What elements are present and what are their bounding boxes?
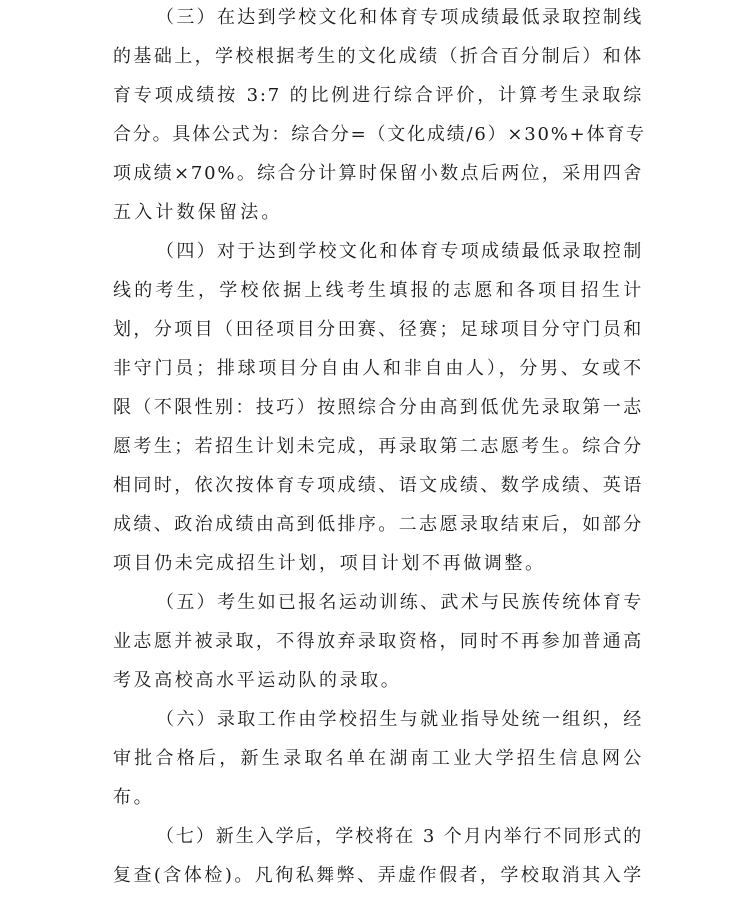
text-line: 布。	[113, 787, 155, 808]
text-line: 考及高校高水平运动队的录取。	[113, 670, 402, 691]
text-line: 相同时，依次按体育专项成绩、语文成绩、数学成绩、英语	[113, 475, 643, 496]
text-line: 的基础上，学校根据考生的文化成绩（折合百分制后）和体	[113, 46, 643, 67]
text-line: 育专项成绩按 3:7 的比例进行综合评价，计算考生录取综	[113, 85, 643, 106]
text-line: （六）录取工作由学校招生与就业指导处统一组织，经	[156, 709, 643, 730]
paragraph-3	[113, 0, 646, 234]
text-line: （四）对于达到学校文化和体育专项成绩最低录取控制	[156, 241, 643, 262]
document-page	[113, 0, 646, 897]
text-line: 业志愿并被录取，不得放弃录取资格，同时不再参加普通高	[113, 631, 643, 652]
text-line: 成绩、政治成绩由高到低排序。二志愿录取结束后，如部分	[113, 514, 643, 535]
paragraph-5	[113, 585, 643, 702]
text-line: 限（不限性别：技巧）按照综合分由高到低优先录取第一志	[113, 397, 643, 418]
paragraph-4	[113, 234, 643, 585]
paragraph-6	[113, 702, 643, 819]
text-line: （三）在达到学校文化和体育专项成绩最低录取控制线	[156, 7, 643, 28]
text-line: 非守门员；排球项目分自由人和非自由人），分男、女或不	[113, 358, 643, 379]
text-line: 复查(含体检)。凡徇私舞弊、弄虚作假者，学校取消其入学	[113, 865, 643, 886]
paragraph-7	[113, 819, 643, 897]
text-line: （七）新生入学后，学校将在 3 个月内举行不同形式的	[156, 826, 643, 847]
text-line: 线的考生，学校依据上线考生填报的志愿和各项目招生计	[113, 280, 643, 301]
text-line: 划，分项目（田径项目分田赛、径赛；足球项目分守门员和	[113, 319, 643, 340]
text-line: 项成绩×70%。综合分计算时保留小数点后两位，采用四舍	[113, 163, 643, 184]
text-line: （五）考生如已报名运动训练、武术与民族传统体育专	[156, 592, 643, 613]
text-line: 项目仍未完成招生计划，项目计划不再做调整。	[113, 553, 546, 574]
text-line: 审批合格后，新生录取名单在湖南工业大学招生信息网公	[113, 748, 643, 769]
text-line: 愿考生；若招生计划未完成，再录取第二志愿考生。综合分	[113, 436, 643, 457]
text-line: 合分。具体公式为：综合分=（文化成绩/6）×30%+体育专	[113, 124, 646, 145]
text-line: 五入计数保留法。	[113, 202, 283, 223]
